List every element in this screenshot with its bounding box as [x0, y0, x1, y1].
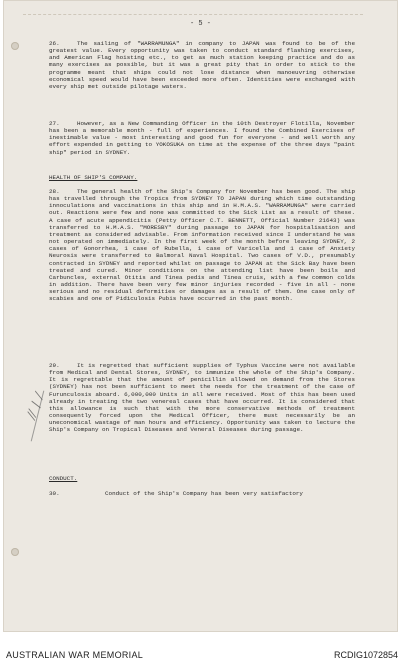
paragraph-number: 27. — [49, 120, 60, 127]
paragraph-28 — [49, 188, 355, 303]
paragraph-number: 28. — [49, 188, 60, 195]
paragraph-number: 26. — [49, 40, 60, 47]
paragraph-text: The sailing of "WARRAMUNGA" in company to JAPAN was found to be of the greatest value. Every opportunity was taken to conduct standard flashing exercises, and American Flag hoisting etc., to get as much station keeping practice and do as many exercises as possible, but it was a great pity that in order to stick to the programme meant that ships could not lose distance when manoeuvring otherwise economical speed would have been exceeded more often. Identities were exchanged with every ship met outside pilotage waters. — [49, 40, 355, 90]
punch-hole — [11, 42, 19, 50]
footer-reference-id: RCDIG1072854 — [333, 650, 398, 660]
pencil-annotation: ⁄⁄ ∕ ⁄ — [25, 391, 48, 421]
paragraph-29 — [49, 362, 355, 434]
paragraph-30 — [49, 490, 369, 497]
paragraph-text: The general health of the Ship's Company for November has been good. The ship has travelled through the Tropics from SYDNEY TO JAPAN during which time outstanding innoculations and vaccinations in this ship and in H.M.A.S. "WARRAMUNGA" were carried out. Reactions were few and none was committed to the Sick List as a result of these. A case of acute appendicitis (Petty Officer C.T. BENNETT, Official Number 21643) was transferred to H.M.A.S. "MORESBY" during passage to JAPAN for hospitalisation and treatment as considered advisable. From information received since I understand he was not operated on immediately. In the first week of the month before leaving SYDNEY, 2 cases of Gonorrhea, 1 case of Rubella, 1 case of Varicella and 1 case of Anxiety Neurosis were transferred to Balmoral Naval Hospital. Two cases of V.D., presumably contracted in SYDNEY and reported whilst on passage to JAPAN at the Sick Bay have been treated and cured. Minor conditions on the attending list have been boils and Carbuncles, external Otitis and Tinea pedis and Tinea cruis, with a few common colds in addition. There have been very few minor injuries recorded - five in all - none serious and no residual deformities or damages as a result of them. One case only of scabies and one of Pidiculosis Pubis have occurred in the past month. — [49, 188, 355, 303]
punch-hole — [11, 548, 19, 556]
heading-conduct: CONDUCT. — [49, 475, 78, 482]
paragraph-26 — [49, 40, 355, 90]
page-top-rule — [23, 10, 363, 15]
paragraph-27 — [49, 120, 355, 156]
paragraph-text: It is regretted that sufficient supplies of Typhus Vaccine were not available from Medical and Dental Stores, SYDNEY, to immunize the whole of the Ship's Company. It is regrettable that the amount of penicillin allowed on demand from the Stores (SYDNEY) has not been sufficient to meet the needs for the treatment of the case of Furunculosis aboard. 6,000,000 Units in all were received. Most of this has been used already in treating the two venereal cases that have occurred. It is considered that this allowance is such that with the more conservative methods of treatment consequently forced upon the Medical Officer, there must necessarily be an uneconomical wastage of man hours and efficiency. Opportunity was taken to lecture the Ship's Company on Tropical Diseases and Veneral Diseases during passage. — [49, 362, 355, 434]
document-page — [3, 0, 398, 632]
paragraph-text: Conduct of the Ship's Company has been very satisfactory — [105, 490, 303, 497]
paragraph-text: However, as a New Commanding Officer in the 10th Destroyer Flotilla, November has been a memorable month - full of experiences. I found the Combined Exercises of inestimable value - most interesting and good fun for everyone - and well worth any effort expended in getting to YOKOSUKA on time at the expense of the three days "paint ship" period in SYDNEY. — [49, 120, 355, 156]
footer-source: AUSTRALIAN WAR MEMORIAL — [6, 650, 144, 660]
page-number: - 5 - — [189, 20, 211, 28]
archive-footer — [0, 632, 404, 666]
paragraph-number: 30. — [49, 490, 60, 497]
heading-health: HEALTH OF SHIP'S COMPANY. — [49, 174, 138, 181]
paragraph-number: 29. — [49, 362, 60, 369]
